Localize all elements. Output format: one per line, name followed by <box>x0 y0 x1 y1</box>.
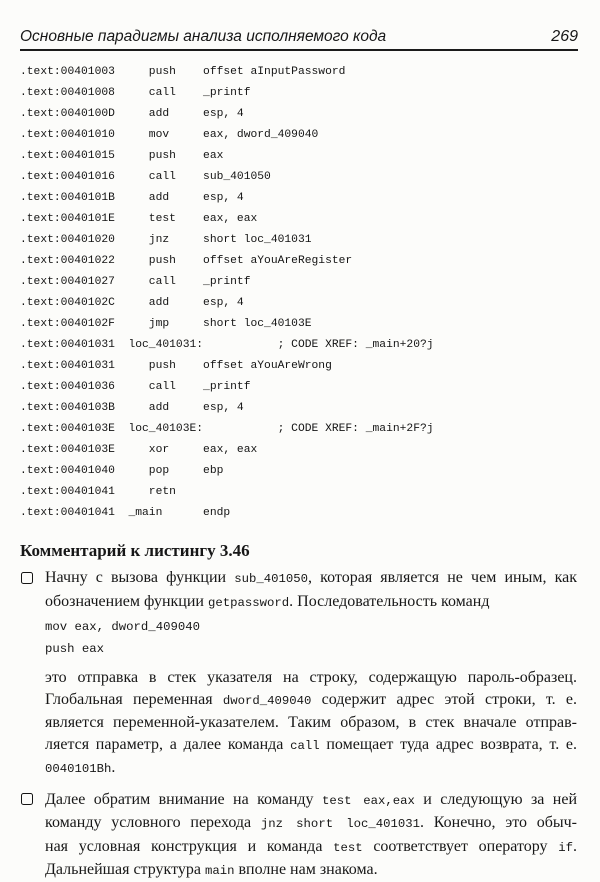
text-run: является переменной-указателем. Таким образом, в стек вначале отправ- <box>45 714 577 731</box>
text-run: команду условного перехода <box>45 814 261 831</box>
text-run: Начну с вызова функции <box>45 569 235 586</box>
inline-code: sub_401050 <box>234 572 309 586</box>
listing-line: .text:00401022 push offset aYouAreRegister <box>20 255 353 267</box>
inline-code-block <box>45 617 577 660</box>
page-number: 269 <box>551 28 578 45</box>
text-line <box>45 859 577 882</box>
inline-code: test eax,eax <box>321 793 415 808</box>
inline-code: main <box>204 864 235 878</box>
text-line <box>45 757 577 781</box>
listing-line: .text:00401016 call sub_401050 <box>20 171 271 183</box>
text-run: содержит адрес этой строки, т. е. <box>311 690 578 708</box>
disassembly-listing <box>20 62 434 524</box>
listing-line: .text:00401031 loc_401031: ; CODE XREF: _main+20?j <box>20 339 434 351</box>
code-line: push eax <box>45 641 105 656</box>
inline-code: jnz short loc_401031 <box>260 817 421 831</box>
listing-line: .text:0040103B add esp, 4 <box>20 402 244 414</box>
text-run: , которая является не чем иным, как <box>308 569 577 586</box>
text-run: это отправка в стек указателя на строку, содержащую пароль-образец. <box>45 669 577 686</box>
text-run: . Последовательность команд <box>289 592 490 610</box>
text-line <box>45 712 577 734</box>
text-run: соответствует оператору <box>362 837 559 855</box>
text-run: и следующую за ней <box>414 790 578 808</box>
text-run: ная условная конструкция и команда <box>45 837 334 855</box>
listing-line: .text:00401008 call _printf <box>20 87 251 99</box>
listing-line: .text:0040103E xor eax, eax <box>20 444 258 456</box>
commentary-section <box>20 540 577 882</box>
listing-line: .text:00401041 retn <box>20 486 176 498</box>
listing-line: .text:00401003 push offset aInputPassword <box>20 66 346 78</box>
bullet-item-1 <box>20 567 577 781</box>
text-line <box>45 734 577 758</box>
text-run: обозначением функции <box>45 592 208 610</box>
bullet-square-icon <box>21 572 33 584</box>
listing-line: .text:00401036 call _printf <box>20 381 251 393</box>
text-run: вполне нам знакома. <box>234 861 378 878</box>
section-heading: Комментарий к листингу 3.46 <box>20 541 250 560</box>
listing-line: .text:0040101B add esp, 4 <box>20 192 244 204</box>
listing-line: .text:00401010 mov eax, dword_409040 <box>20 129 319 141</box>
listing-line: .text:00401015 push eax <box>20 150 224 162</box>
listing-line: .text:00401027 call _printf <box>20 276 251 288</box>
text-run: . Конечно, это обыч- <box>420 814 578 831</box>
text-line <box>45 789 577 813</box>
listing-line: .text:0040101E test eax, eax <box>20 213 258 225</box>
text-line <box>45 836 577 860</box>
text-run: . <box>111 759 116 776</box>
listing-line: .text:00401031 push offset aYouAreWrong <box>20 360 332 372</box>
text-run: Дальнейшая структура <box>45 861 205 878</box>
text-line <box>45 667 577 689</box>
listing-line: .text:00401020 jnz short loc_401031 <box>20 234 312 246</box>
text-line <box>45 567 577 591</box>
code-line: mov eax, dword_409040 <box>45 620 200 634</box>
listing-line: .text:00401041 _main endp <box>20 507 231 519</box>
inline-code: 0040101Bh <box>45 762 112 776</box>
text-line <box>45 812 577 836</box>
text-line <box>45 591 577 615</box>
text-line <box>45 689 577 713</box>
inline-code: test <box>333 840 363 855</box>
listing-line: .text:0040100D add esp, 4 <box>20 108 244 120</box>
chapter-title: Основные парадигмы анализа исполняемого кода <box>20 28 387 45</box>
listing-line: .text:0040102C add esp, 4 <box>20 297 244 309</box>
inline-code: dword_409040 <box>222 693 312 708</box>
listing-line: .text:00401040 pop ebp <box>20 465 224 477</box>
text-run: . <box>573 837 577 855</box>
inline-code: call <box>290 738 320 753</box>
listing-line: .text:0040102F jmp short loc_40103E <box>20 318 312 330</box>
bullet-item-2 <box>20 789 577 882</box>
running-head <box>20 28 578 51</box>
text-run: помещает туда адрес возврата, т. е. <box>319 735 578 753</box>
bullet-square-icon <box>21 793 33 805</box>
text-run: Глобальная переменная <box>45 690 223 708</box>
inline-code: if <box>558 840 573 855</box>
listing-line: .text:0040103E loc_40103E: ; CODE XREF: _main+2F?j <box>20 423 434 435</box>
inline-code: getpassword <box>207 595 290 610</box>
text-run: Далее обратим внимание на команду <box>45 790 322 808</box>
text-run: ляется параметр, а далее команда <box>45 735 291 753</box>
